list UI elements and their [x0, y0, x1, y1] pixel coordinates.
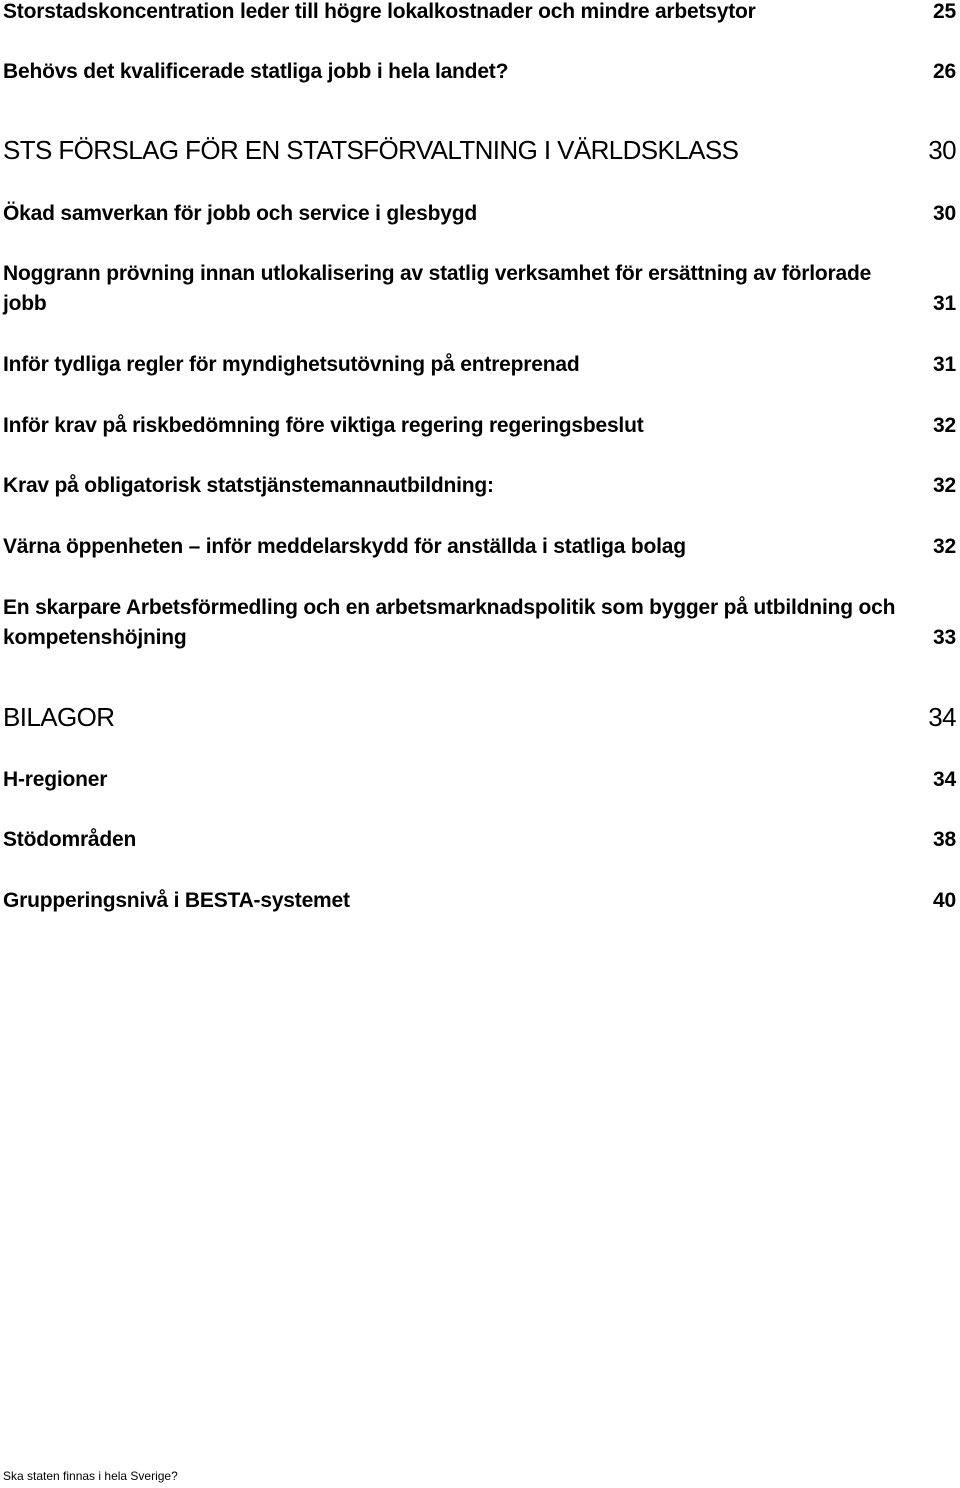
toc-entry[interactable]	[3, 411, 956, 441]
toc-entry-title: En skarpare Arbetsförmedling och en arbetsmarknadspolitik som bygger på utbildning och kompetenshöjning	[3, 596, 896, 649]
page-footer: Ska staten finnas i hela Sverige?	[3, 1469, 178, 1483]
toc-heading-title: STS FÖRSLAG FÖR EN STATSFÖRVALTNING I VÄRLDSKLASS	[3, 135, 739, 165]
toc-entry-title: Storstadskoncentration leder till högre lokalkostnader och mindre arbetsytor	[3, 0, 756, 23]
toc-entry-page: 40	[933, 889, 956, 912]
toc-section-heading[interactable]	[3, 133, 956, 167]
toc-entry[interactable]	[3, 593, 956, 653]
toc-entry[interactable]	[3, 57, 956, 87]
toc-heading-title: BILAGOR	[3, 702, 115, 732]
toc-entry-page: 38	[933, 828, 956, 851]
toc-entry-title: Inför tydliga regler för myndighetsutövning på entreprenad	[3, 353, 580, 376]
toc-entry[interactable]	[3, 532, 956, 562]
toc-entry-page: 31	[933, 353, 956, 376]
toc-entry-page: 30	[933, 202, 956, 225]
toc-entry-title: Värna öppenheten – inför meddelarskydd för anställda i statliga bolag	[3, 535, 686, 558]
toc-entry-title: Grupperingsnivå i BESTA-systemet	[3, 889, 350, 912]
toc-entry[interactable]	[3, 350, 956, 380]
toc-heading-page: 34	[928, 702, 956, 732]
toc-entry-title: Stödområden	[3, 828, 137, 851]
toc-entry-page: 31	[933, 292, 956, 315]
toc-entry-title: Behövs det kvalificerade statliga jobb i hela landet?	[3, 60, 509, 83]
toc-entry[interactable]	[3, 886, 956, 916]
toc-entry-title: H-regioner	[3, 768, 108, 791]
toc-entry[interactable]	[3, 765, 956, 795]
toc-entry-page: 32	[933, 414, 956, 437]
toc-entry-page: 32	[933, 474, 956, 497]
toc-entry-page: 34	[933, 768, 956, 791]
toc-heading-page: 30	[928, 135, 956, 165]
toc-entry-title: Noggrann prövning innan utlokalisering av statlig verksamhet för ersättning av förlorade jobb	[3, 262, 872, 315]
toc-entry-page: 25	[933, 0, 956, 23]
toc-entry-title: Inför krav på riskbedömning före viktiga regering regeringsbeslut	[3, 414, 644, 437]
toc-entry[interactable]	[3, 0, 956, 27]
toc-entry[interactable]	[3, 471, 956, 501]
toc-entry[interactable]	[3, 199, 956, 229]
toc-entry[interactable]	[3, 259, 956, 319]
toc-entry[interactable]	[3, 825, 956, 855]
toc-entry-page: 32	[933, 535, 956, 558]
toc-section-heading[interactable]	[3, 700, 956, 734]
toc-entry-title: Ökad samverkan för jobb och service i glesbygd	[3, 202, 477, 225]
toc-entry-page: 26	[933, 60, 956, 83]
toc-entry-title: Krav på obligatorisk statstjänstemannautbildning:	[3, 474, 494, 497]
toc-entry-page: 33	[933, 626, 956, 649]
